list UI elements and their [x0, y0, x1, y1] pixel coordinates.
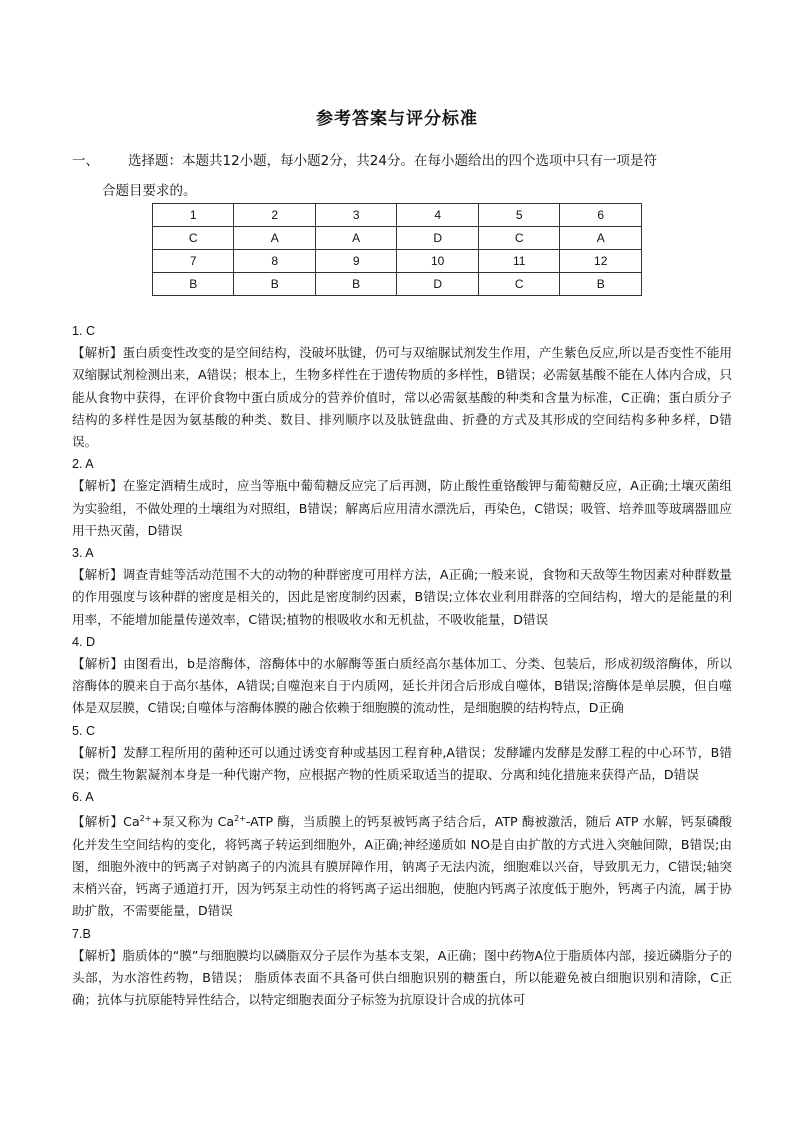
question-number: 2. A — [72, 457, 94, 472]
table-cell: C — [478, 273, 560, 296]
explanation-text: 【解析】由图看出，b是溶酶体，溶酶体中的水解酶等蛋白质经高尔基体加工、分类、包装后，形成初级溶酶体，所以溶酶体的膜来自于高尔基体，A错误;自噬泡来自于内质网，延长并闭合后形成自噬体，B错误;溶酶体是单层膜，但自噬体是双层膜，C错误;自噬体与溶酶体膜的融合依赖于细胞膜的流动性，是细胞膜的结构特点，D正确 — [72, 656, 732, 716]
table-cell: B — [153, 273, 234, 296]
table-cell: 1 — [153, 204, 234, 227]
table-cell: 4 — [397, 204, 479, 227]
table-cell: 12 — [560, 250, 642, 273]
table-cell: 8 — [234, 250, 315, 273]
question-number: 1. C — [72, 324, 96, 338]
question-number: 4. D — [72, 634, 96, 649]
question-number: 5. C — [72, 723, 96, 738]
table-cell: 2 — [234, 204, 315, 227]
table-cell: A — [234, 227, 315, 250]
page-title: 参考答案与评分标准 — [316, 109, 478, 129]
explanation-text: 【解析】在鉴定酒精生成时，应当等瓶中葡萄糖反应完了后再测，防止酸性重铬酸钾与葡萄糖反应，A正确;土壤灭菌组为实验组，不做处理的土壤组为对照组，B错误；解离后应用清水漂洗后，再染色，C错误；吸管、培养皿等玻璃器皿应用干热灭菌，D错误 — [72, 478, 732, 538]
explanation-5 — [72, 720, 732, 787]
table-cell: 9 — [315, 250, 396, 273]
explanation-7 — [72, 923, 732, 1012]
table-cell: 6 — [560, 204, 642, 227]
explanation-text: 【解析】调查青蛙等活动范围不大的动物的种群密度可用样方法，A正确;一般来说，食物和天敌等生物因素对种群数量的作用强度与该种群的密度是相关的，因此是密度制约因素，B错误;立体农业利用群落的空间结构，增大的是能量的利用率，不能增加能量传递效率，C错误;植物的根吸收水和无机盐，不吸收能量，D错误 — [72, 567, 732, 627]
table-cell: D — [397, 273, 479, 296]
table-cell: B — [234, 273, 315, 296]
text-part: 【解析】Ca — [72, 814, 140, 830]
table-cell: C — [153, 227, 234, 250]
table-cell: B — [315, 273, 396, 296]
answer-table — [152, 203, 642, 296]
table-row — [153, 227, 642, 250]
text-part: +泵又称为 Ca — [151, 814, 235, 830]
explanations — [72, 320, 732, 1011]
text-part: -ATP 酶，当质膜上的钙泵被钙离子结合后，ATP 酶被激活，随后 ATP 水解，钙泵磷酸化并发生空间结构的变化，将钙离子转运到细胞外，A正确;神经递质如 NO是自由扩散的方式进入突触间隙，B错误;由图，细胞外液中的钙离子对钠离子的内流具有膜屏障作用，钠离子无法内流，细胞难以兴奋，导致肌无力，C错误;轴突末梢兴奋，钙离子通道打开，因为钙泵主动性的将钙离子运出细胞，使胞内钙离子浓度低于胞外，钙离子内流，属于协助扩散，不需要能量，D错误 — [72, 814, 732, 919]
section-instruction-line2: 合题目要求的。 — [102, 183, 197, 199]
table-cell: 5 — [478, 204, 560, 227]
table-cell: A — [315, 227, 396, 250]
table-row — [153, 250, 642, 273]
explanation-6 — [72, 786, 732, 922]
table-cell: C — [478, 227, 560, 250]
explanation-4 — [72, 631, 732, 720]
table-cell: 7 — [153, 250, 234, 273]
explanation-2 — [72, 453, 732, 542]
section-instruction-line1: 选择题：本题共12小题，每小题2分，共24分。在每小题给出的四个选项中只有一项是符 — [128, 153, 657, 169]
explanation-3 — [72, 542, 732, 631]
explanation-text: 【解析】蛋白质变性改变的是空间结构，没破坏肽键，仍可与双缩脲试剂发生作用，产生紫色反应,所以是否变性不能用双缩脲试剂检测出来，A错误；根本上，生物多样性在于遗传物质的多样性，B错误；必需氨基酸不能在人体内合成，只能从食物中获得，在评价食物中蛋白质成分的营养价值时，常以必需氨基酸的种类和含量为标准，C正确；蛋白质分子结构的多样性是因为氨基酸的种类、数目、排列顺序以及肽链盘曲、折叠的方式及其形成的空间结构多种多样，D错误。 — [72, 345, 732, 450]
superscript: 2+ — [234, 814, 246, 824]
table-row — [153, 204, 642, 227]
explanation-1 — [72, 320, 732, 453]
table-cell: D — [397, 227, 479, 250]
explanation-text: 【解析】发酵工程所用的菌种还可以通过诱变育种或基因工程育种,A错误；发酵罐内发酵是发酵工程的中心环节，B错误；微生物絮凝剂本身是一种代谢产物，应根据产物的性质采取适当的提取、分离和纯化措施来获得产品，D错误 — [72, 744, 732, 783]
question-number: 6. A — [72, 790, 94, 805]
question-number: 7.B — [72, 926, 91, 941]
explanation-text: 【解析】脂质体的“膜”与细胞膜均以磷脂双分子层作为基本支架，A正确；图中药物A位于脂质体内部，接近磷脂分子的头部，为水溶性药物，B错误； 脂质体表面不具备可供白细胞识别的糖蛋白，所以能避免被白细胞识别和清除，C正确；抗体与抗原能特异性结合，以特定细胞表面分子标签为抗原设计合成的抗体可 — [72, 947, 732, 1008]
table-cell: B — [560, 273, 642, 296]
table-cell: 11 — [478, 250, 560, 273]
question-number: 3. A — [72, 546, 94, 561]
superscript: 2+ — [139, 814, 152, 824]
table-cell: 3 — [315, 204, 396, 227]
section-heading — [72, 146, 712, 206]
table-cell: A — [560, 227, 642, 250]
table-row — [153, 273, 642, 296]
table-cell: 10 — [397, 250, 479, 273]
explanation-text — [72, 808, 732, 922]
section-number: 一、 — [72, 153, 99, 169]
